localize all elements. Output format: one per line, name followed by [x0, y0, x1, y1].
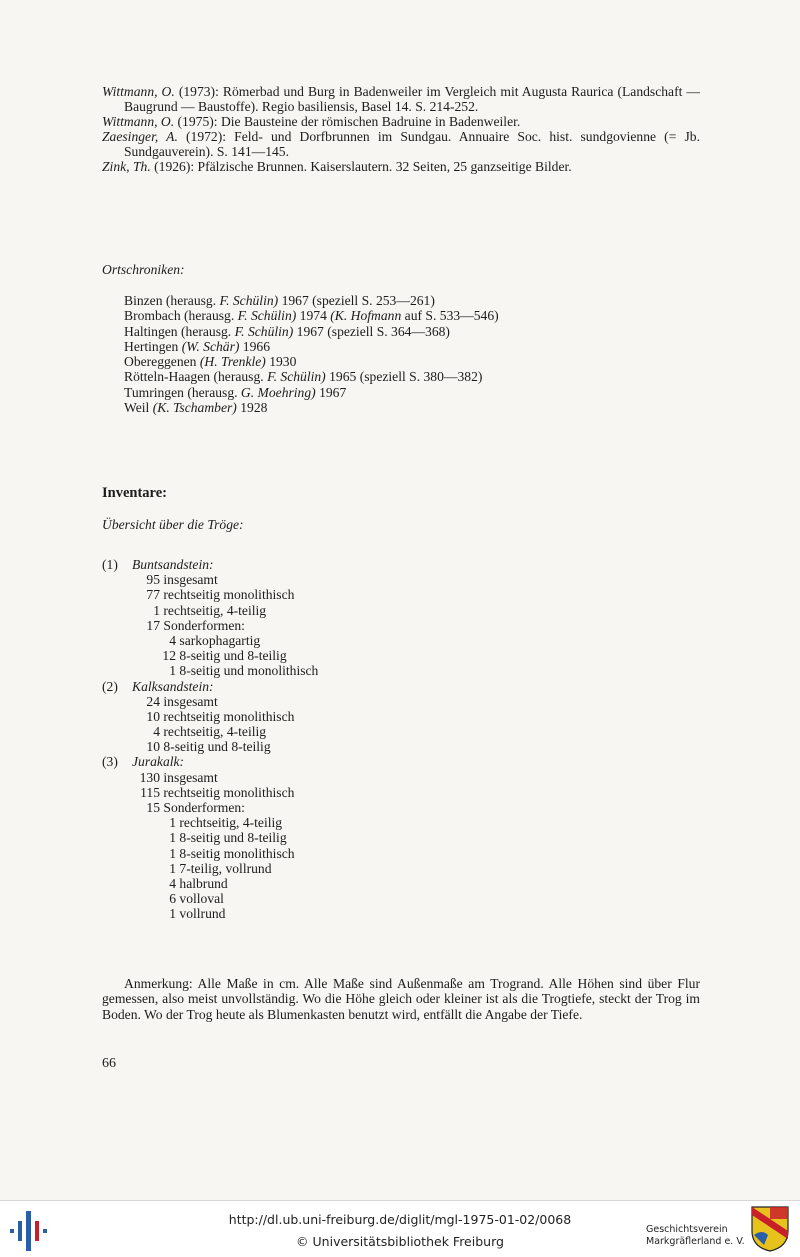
- description: halbrund: [179, 875, 228, 891]
- coat-of-arms-icon: [750, 1205, 790, 1253]
- list-item: Weil (K. Tschamber) 1928: [124, 400, 268, 416]
- section-number: (3): [102, 754, 118, 770]
- description: Sonderformen:: [163, 617, 245, 633]
- section-title: Kalksandstein:: [132, 678, 214, 694]
- reference-entry: Zaesinger, A. (1972): Feld- und Dorfbrunnen im Sundgau. Annuaire Soc. hist. sundgovienne (= Jb. Sundgauverein). S. 141—145.: [102, 129, 700, 159]
- description: sarkophagartig: [179, 632, 261, 648]
- count: 4: [169, 632, 176, 648]
- description: rechtseitig, 4-teilig: [179, 815, 283, 831]
- description: insgesamt: [163, 572, 218, 588]
- count: 10: [146, 739, 160, 755]
- reference-entry: Wittmann, O. (1973): Römerbad und Burg in Badenweiler im Vergleich mit Augusta Raurica (Landschaft — Baugrund — Baustoffe). Regio basiliensis, Basel 14. S. 214-252.: [102, 84, 701, 114]
- description: vollrund: [179, 906, 226, 922]
- count: 10: [146, 708, 160, 724]
- count: 1: [169, 845, 176, 861]
- description: 8-seitig monolithisch: [179, 845, 295, 861]
- section-number: (2): [102, 678, 118, 694]
- description: rechtseitig monolithisch: [163, 587, 295, 603]
- count: 130: [139, 769, 160, 785]
- copyright-text: © Universitätsbibliothek Freiburg: [296, 1234, 504, 1249]
- count: 17: [146, 617, 160, 633]
- reference-entry: Zink, Th. (1926): Pfälzische Brunnen. Kaiserslautern. 32 Seiten, 25 ganzseitige Bilder.: [102, 159, 572, 174]
- description: 8-seitig und monolithisch: [179, 663, 319, 679]
- list-item: Hertingen (W. Schär) 1966: [124, 338, 270, 354]
- reference-entry: Wittmann, O. (1975): Die Bausteine der römischen Badruine in Badenweiler.: [102, 114, 521, 129]
- count: 24: [146, 693, 160, 709]
- count: 15: [146, 800, 160, 815]
- description: rechtseitig monolithisch: [163, 708, 295, 724]
- ortschroniken-list: [124, 293, 499, 415]
- count: 4: [169, 875, 176, 891]
- list-item: Haltingen (herausg. F. Schülin) 1967 (speziell S. 364—368): [124, 323, 450, 339]
- count: 12: [162, 648, 176, 664]
- count: 1: [169, 906, 176, 922]
- description: 8-seitig und 8-teilig: [163, 739, 271, 755]
- count: 1: [169, 663, 176, 679]
- organization-name: Geschichtsverein Markgräflerland e. V.: [646, 1224, 745, 1247]
- count: 1: [153, 602, 160, 618]
- list-item: Tumringen (herausg. G. Moehring) 1967: [124, 384, 347, 400]
- list-item: Rötteln-Haagen (herausg. F. Schülin) 1965 (speziell S. 380—382): [124, 369, 483, 385]
- description: 7-teilig, vollrund: [179, 860, 272, 876]
- description: rechtseitig, 4-teilig: [163, 724, 267, 740]
- description: volloval: [179, 891, 224, 907]
- count: 4: [153, 724, 160, 740]
- count: 1: [169, 830, 176, 846]
- list-item: Obereggenen (H. Trenkle) 1930: [124, 354, 297, 370]
- count: 1: [169, 815, 176, 831]
- viewer-footer: [0, 1200, 800, 1257]
- list-item: Brombach (herausg. F. Schülin) 1974 (K. Hofmann auf S. 533—546): [124, 308, 499, 324]
- page-number: 66: [102, 1056, 116, 1071]
- reference-list: [102, 84, 700, 174]
- description: insgesamt: [163, 693, 218, 709]
- section-number: (1): [102, 557, 118, 572]
- description: 8-seitig und 8-teilig: [179, 648, 287, 664]
- description: rechtseitig monolithisch: [163, 784, 295, 800]
- note-paragraph: Anmerkung: Alle Maße in cm. Alle Maße sind Außenmaße am Trogrand. Alle Höhen sind über Flur gemessen, also meist unvollständig. Wo die Höhe gleich oder kleiner ist als die Trogtiefe, steckt der Trog im Boden. Wo der Trog heute als Blumenkasten benutzt wird, entfällt die Angabe der Tiefe.: [102, 976, 700, 1022]
- count: 1: [169, 860, 176, 876]
- description: insgesamt: [163, 769, 218, 785]
- ortschroniken-heading: Ortschroniken:: [102, 262, 185, 277]
- list-item: Binzen (herausg. F. Schülin) 1967 (speziell S. 253—261): [124, 293, 435, 308]
- inventare-subheading: Übersicht über die Tröge:: [102, 517, 244, 532]
- inventare-heading: Inventare:: [102, 485, 167, 501]
- section-title: Jurakalk:: [132, 754, 185, 770]
- description: Sonderformen:: [163, 800, 245, 815]
- description: rechtseitig, 4-teilig: [163, 602, 267, 618]
- count: 95: [146, 572, 160, 588]
- count: 6: [169, 891, 176, 907]
- description: 8-seitig und 8-teilig: [179, 830, 287, 846]
- count: 77: [146, 587, 160, 603]
- count: 115: [140, 784, 160, 800]
- section-title: Buntsandstein:: [132, 557, 214, 572]
- source-url[interactable]: http://dl.ub.uni-freiburg.de/diglit/mgl-1975-01-02/0068: [228, 1212, 572, 1227]
